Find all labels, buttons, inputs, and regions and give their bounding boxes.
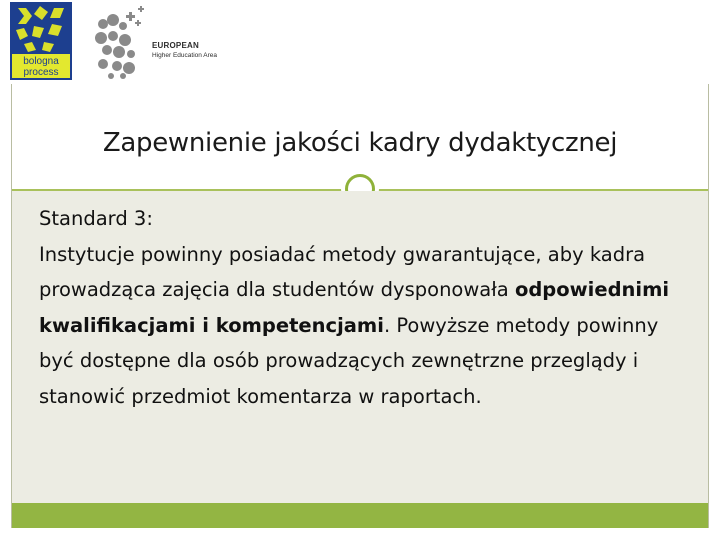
- ehea-wordmark: [152, 40, 217, 61]
- header: [0, 0, 720, 84]
- slide-frame: [11, 84, 709, 528]
- ehea-wordmark-line1: EUROPEAN: [152, 41, 199, 50]
- slide-title: Zapewnienie jakości kadry dydaktycznej: [102, 128, 618, 158]
- body-text-part1: Instytucje powinny posiadać metody gwarantujące, aby kadra prowadząca zajęcia dla studentów dysponowała: [39, 242, 646, 301]
- body-text: [39, 201, 689, 414]
- footer-bar: [12, 503, 708, 528]
- standard-label: Standard 3:: [39, 207, 153, 230]
- ehea-stars-icon: [93, 4, 151, 80]
- bologna-logo-line1: bologna: [23, 56, 59, 67]
- body-text-bold: odpowiednimi kwalifikacjami i kompetencjami: [39, 278, 670, 337]
- bologna-process-logo: [10, 2, 72, 80]
- ehea-wordmark-line2: Higher Education Area: [152, 52, 218, 59]
- bologna-logo-line2: process: [23, 67, 59, 78]
- body-text-part2: . Powyższe metody powinny być dostępne dla osób prowadzących zewnętrzne przeglądy i stanowić przedmiot komentarza w raportach.: [39, 313, 659, 408]
- body-area: [12, 191, 708, 503]
